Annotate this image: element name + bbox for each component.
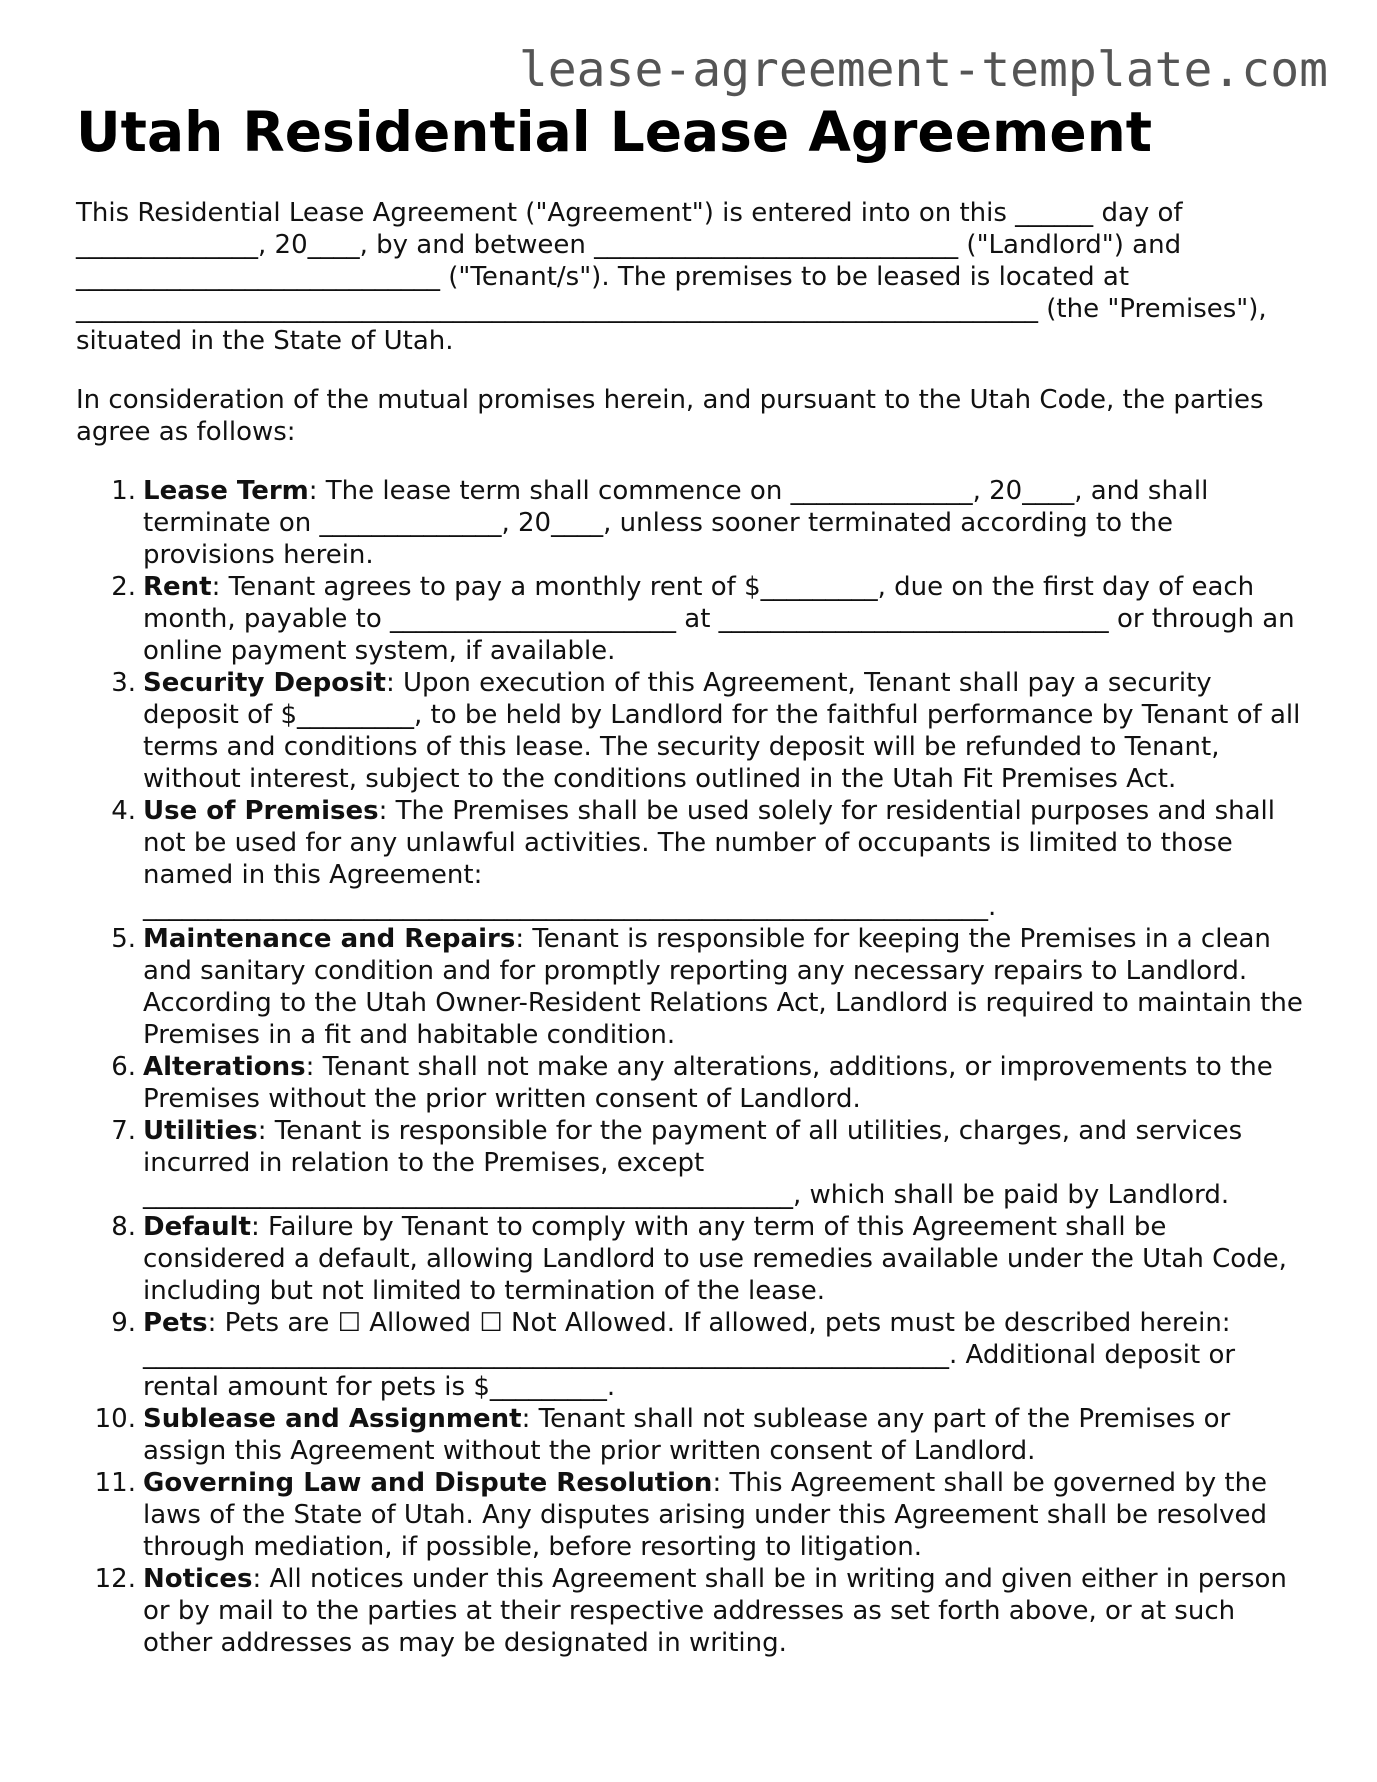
term-text: : Tenant shall not make any alterations, additions, or improvements to the Premises without the prior written consent of Landlord. [143,1052,1273,1114]
watermark: lease-agreement-template.com [518,42,1328,98]
term-lease-term [76,475,1306,571]
term-text: : Tenant is responsible for keeping the Premises in a clean and sanitary condition and for promptly reporting any necessary repairs to Landlord. According to the Utah Owner-Resident Relations Act, Landlord is required to maintain the Premises in a fit and habitable condition. [143,924,1303,1050]
term-number: 10. [94,1404,136,1434]
term-label: Lease Term [143,476,309,506]
page-title: Utah Residential Lease Agreement [76,100,1153,164]
term-label: Alterations [143,1052,306,1082]
term-text: : Failure by Tenant to comply with any term of this Agreement shall be considered a default, allowing Landlord to use remedies available under the Utah Code, including but not limited to termination of the lease. [143,1212,1287,1306]
term-text: : Tenant shall not sublease any part of the Premises or assign this Agreement without the prior written consent of Landlord. [143,1404,1231,1466]
term-sublease-assignment [76,1403,1306,1467]
term-label: Pets [143,1308,208,1338]
term-number: 5. [111,924,136,954]
term-number: 3. [111,668,136,698]
term-alterations [76,1051,1306,1115]
term-number: 12. [94,1564,136,1594]
term-text: : Tenant agrees to pay a monthly rent of $_________, due on the first day of each month, payable to ______________________ at ______________________________ or through an online payment system, if available. [143,572,1295,666]
term-text: : All notices under this Agreement shall be in writing and given either in person or by mail to the parties at their respective addresses as set forth above, or at such other addresses as may be designated in writing. [143,1564,1287,1658]
term-text: : Tenant is responsible for the payment of all utilities, charges, and services incurred in relation to the Premises, except __________________________________________________, which shall be paid by Landlord. [143,1116,1243,1210]
term-number: 6. [111,1052,136,1082]
term-default [76,1211,1306,1307]
term-label: Utilities [143,1116,258,1146]
term-number: 11. [94,1468,136,1498]
term-label: Notices [143,1564,253,1594]
terms-list [76,475,1306,1659]
term-label: Security Deposit [143,668,386,698]
term-number: 9. [111,1308,136,1338]
term-use-of-premises [76,795,1306,923]
term-number: 2. [111,572,136,602]
term-pets [76,1307,1306,1403]
term-label: Sublease and Assignment [143,1404,522,1434]
term-label: Default [143,1212,251,1242]
term-notices [76,1563,1306,1659]
consideration-paragraph: In consideration of the mutual promises herein, and pursuant to the Utah Code, the parties agree as follows: [76,385,1264,447]
term-number: 1. [111,476,136,506]
term-rent [76,571,1306,667]
term-number: 4. [111,796,136,826]
term-text: : This Agreement shall be governed by the laws of the State of Utah. Any disputes arising under this Agreement shall be resolved through mediation, if possible, before resorting to litigation. [143,1468,1268,1562]
term-text: : Upon execution of this Agreement, Tenant shall pay a security deposit of $_________, to be held by Landlord for the faithful performance by Tenant of all terms and conditions of this lease. The security deposit will be refunded to Tenant, without interest, subject to the conditions outlined in the Utah Fit Premises Act. [143,668,1301,794]
intro-paragraph: This Residential Lease Agreement ("Agreement") is entered into on this ______ day of ______________, 20____, by and between ____________________________ ("Landlord") and ____________________________ ("Tenant/s"). The premises to be leased is located at __________________________________________________________________________ (the "Premises"), situated in the State of Utah. [76,198,1267,356]
term-utilities [76,1115,1306,1211]
term-maintenance-repairs [76,923,1306,1051]
term-text: : The lease term shall commence on ______________, 20____, and shall terminate on ______________, 20____, unless sooner terminated according to the provisions herein. [143,476,1209,570]
term-label: Governing Law and Dispute Resolution [143,1468,713,1498]
term-governing-law [76,1467,1306,1563]
term-number: 8. [111,1212,136,1242]
term-text: : Pets are ☐ Allowed ☐ Not Allowed. If allowed, pets must be described herein: ______________________________________________________________. Additional deposit or rental amount for pets is $_________. [143,1308,1236,1402]
term-label: Use of Premises [143,796,379,826]
term-text: : The Premises shall be used solely for residential purposes and shall not be used for any unlawful activities. The number of occupants is limited to those named in this Agreement: _________________________________________________________________. [143,796,1275,922]
term-security-deposit [76,667,1306,795]
term-label: Maintenance and Repairs [143,924,516,954]
term-number: 7. [111,1116,136,1146]
term-label: Rent [143,572,212,602]
agreement-body [76,197,1306,1659]
